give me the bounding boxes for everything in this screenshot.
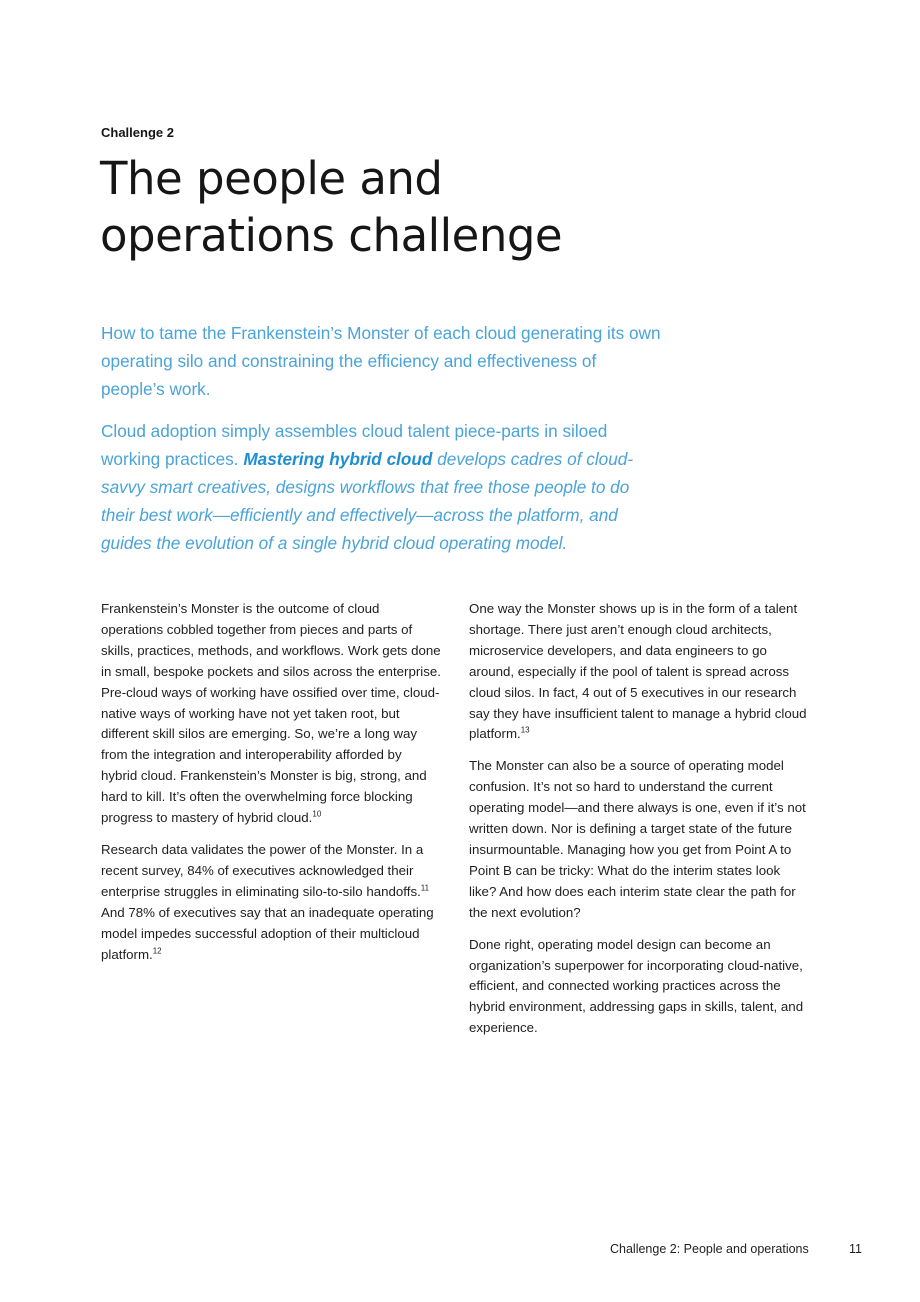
right-column [469, 599, 809, 1050]
lead-intro: Cloud adoption simply assembles cloud talent piece-parts in siloed working practices. [101, 421, 608, 469]
paragraph-text: Frankenstein’s Monster is the outcome of cloud operations cobbled together from pieces and parts of skills, practices, methods, and workflows. Work gets done in small, bespoke pockets and silos across the enterprise. Pre-cloud ways of working have ossified over time, cloud-native ways of working have not yet taken root, but different skill silos are emerging. So, we’re a long way from the integration and interoperability afforded by hybrid cloud. Frankenstein’s Monster is big, strong, and hard to kill. It’s often the overwhelming force blocking progress to mastery of hybrid cloud. [101, 601, 441, 826]
lead-paragraph-1: How to tame the Frankenstein’s Monster of each cloud generating its own operating silo and constraining the efficiency and effectiveness of people’s work. [101, 323, 661, 399]
footnote-ref: 11 [420, 883, 430, 893]
lead-italic-rest: develops cadres of cloud-savvy smart creatives, designs workflows that free those people to do their best work—efficiently and effectively—across the platform, and guides the evolution of a single hybrid cloud operating model. [101, 449, 634, 553]
page-number: 11 [849, 1242, 862, 1256]
page-title-line-1: The people and [100, 152, 443, 205]
body-paragraph [101, 840, 441, 965]
paragraph-text: One way the Monster shows up is in the form of a talent shortage. There just aren’t enough cloud architects, microservice developers, and data engineers to go around, especially if the pool of talent is spread across cloud silos. In fact, 4 out of 5 executives in our research say they have insufficient talent to manage a hybrid cloud platform. [469, 601, 807, 742]
left-column [101, 599, 441, 976]
body-paragraph [101, 599, 441, 829]
paragraph-text: The Monster can also be a source of operating model confusion. It’s not so hard to understand the current operating model—and there always is one, even if it’s not written down. Nor is defining a target state of the future insurmountable. Managing how you get from Point A to Point B can be tricky: What do the interim states look like? And how does each interim state clear the path for the next evolution? [469, 758, 806, 920]
paragraph-text: And 78% of executives say that an inadequate operating model impedes successful adoption of their multicloud platform. [101, 904, 434, 962]
footer-section-label: Challenge 2: People and operations [610, 1242, 809, 1256]
body-paragraph [469, 756, 809, 923]
lead-paragraph-2 [101, 417, 661, 557]
body-paragraph [469, 935, 809, 1040]
page-title [100, 150, 700, 264]
footnote-ref: 12 [152, 946, 162, 956]
body-paragraph [469, 599, 809, 745]
page-title-line-2: operations challenge [100, 209, 563, 262]
footnote-ref: 13 [520, 726, 530, 736]
paragraph-text: Research data validates the power of the Monster. In a recent survey, 84% of executives acknowledged their enterprise struggles in eliminating silo-to-silo handoffs. [101, 841, 424, 899]
footnote-ref: 10 [312, 809, 322, 819]
paragraph-text: Done right, operating model design can become an organization’s superpower for incorporating cloud-native, efficient, and connected working practices across the hybrid environment, addressing gaps in skills, talent, and experience. [469, 936, 804, 1036]
lead-emphasis: Mastering hybrid cloud [243, 449, 433, 469]
section-eyebrow: Challenge 2 [101, 125, 174, 140]
